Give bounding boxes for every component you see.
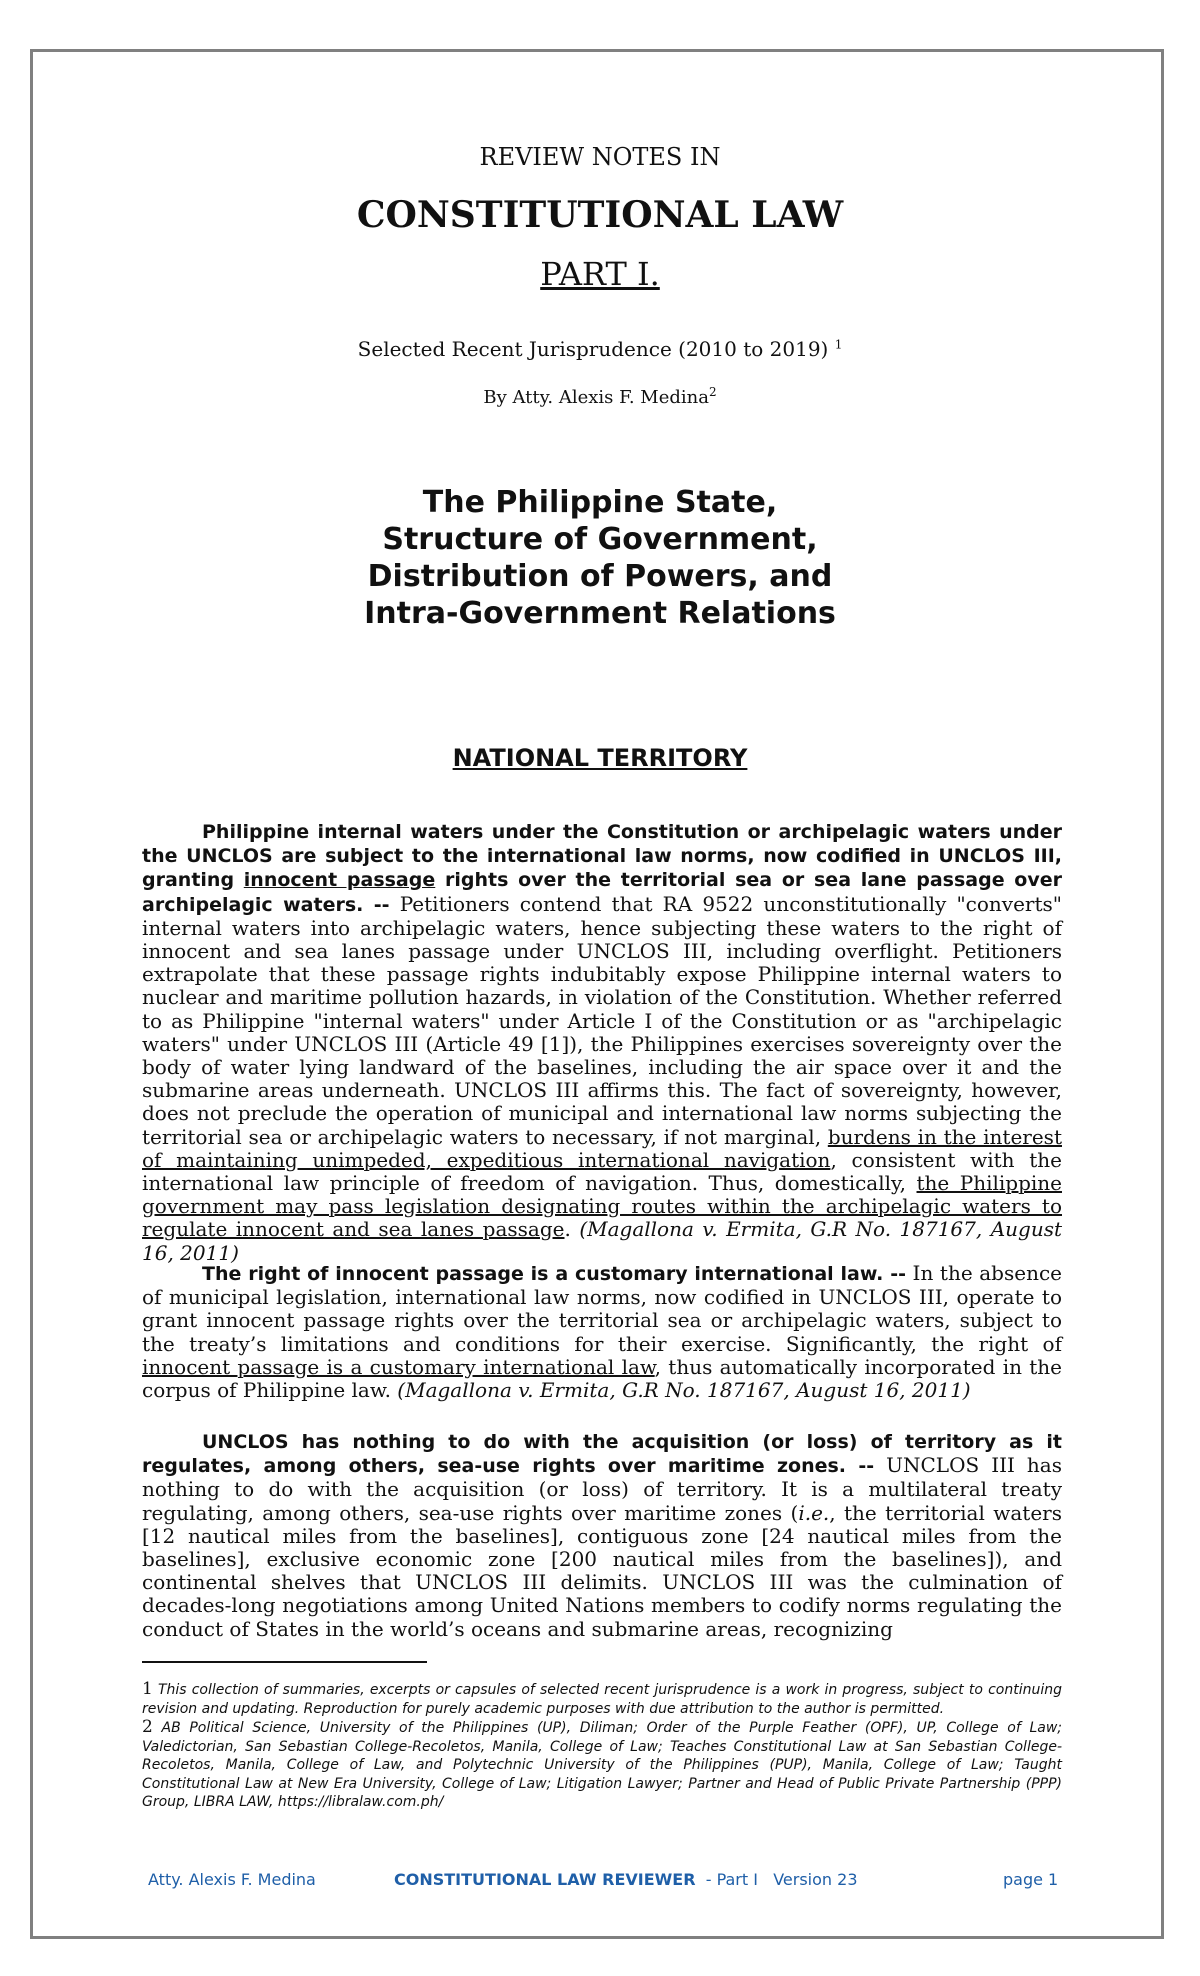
p1-citation: (Magallona v. Ermita, G.R No. 187167, August 16, 2011) [142, 1217, 1063, 1265]
p2-text-a: In the absence of municipal legislation, international law norms, now codified in UNCLOS III, operate to grant innocent passage rights over the territorial sea or archipelagic waters, subject to the treaty’s limitations and conditions for their exercise. Significantly, the right of [142, 1261, 1062, 1356]
footnote-1 [142, 1680, 1062, 1718]
section-title: NATIONAL TERRITORY [452, 744, 748, 772]
document-title: CONSTITUTIONAL LAW [356, 194, 844, 236]
footnote-1-text: This collection of summaries, excerpts or capsules of selected recent jurisprudence is a work in progress, subject to continuing revision and updating. Reproduction for purely academic purposes with due attribution to the author is permitted. [142, 1682, 1062, 1717]
subtitle-line-4: Intra-Government Relations [364, 596, 836, 631]
p1-text-a: Petitioners contend that RA 9522 unconstitutionally "converts" internal waters into archipelagic waters, hence subjecting these waters to the right of innocent and sea lanes passage under UNCLOS III, including overflight. Petitioners extrapolate that these passage rights indubitably expose Philippine internal waters to nuclear and maritime pollution hazards, in violation of the Constitution. Whether referred to as Philippine "internal waters" under Article I of the Constitution or as "archipelagic waters" under UNCLOS III (Article 49 [1]), the Philippines exercises sovereignty over the body of water lying landward of the baselines, including the air space over it and the submarine areas underneath. UNCLOS III affirms this. The fact of sovereignty, however, does not preclude the operation of municipal and international law norms subjecting the territorial sea or archipelagic waters to necessary, if not marginal, [142, 891, 1062, 1149]
footer-title: CONSTITUTIONAL LAW REVIEWER [394, 1870, 696, 1889]
subtitle-line-1: The Philippine State, [422, 485, 778, 520]
author-text: By Atty. Alexis F. Medina [483, 387, 709, 408]
footer-version: - Part I Version 23 [695, 1870, 858, 1889]
p3-text-b: , the territorial waters [12 nautical miles from the baselines], contiguous zone [24 nautical miles from the baselines], exclusive economic zone [200 nautical miles from the baselines]), and continental shelves that UNCLOS III delimits. UNCLOS III was the culmination of decades-long negotiations among United Nations members to codify norms regulating the conduct of States in the world’s oceans and submarine areas, recognizing [142, 1500, 1062, 1641]
p1-text-c: . [564, 1217, 580, 1242]
subtitle-line-2: Structure of Government, [382, 522, 818, 557]
p3-lead: UNCLOS has nothing to do with the acquisition (or loss) of territory as it regulates, among others, sea-use rights over maritime zones. -- [142, 1431, 1062, 1478]
paragraph-3 [142, 1430, 1062, 1641]
p1-lead-b: rights over the territorial sea or sea lane passage over archipelagic waters. -- [142, 869, 1063, 916]
footnote-2-number: 2 [142, 1717, 153, 1737]
subtitle-block [0, 484, 1200, 632]
p1-underline-2: the Philippine government may pass legislation designating routes within the archipelagic waters to regulate innocent and sea lanes passage [142, 1171, 1062, 1242]
p2-text-b: , thus automatically incorporated in the corpus of Philippine law. [142, 1354, 1062, 1403]
p1-lead-underlined: innocent passage [243, 869, 436, 892]
p1-text-b: , consistent with the international law principle of freedom of navigation. Thus, domestically, [142, 1147, 1062, 1196]
footnote-ref-2: 2 [708, 385, 717, 399]
footnote-2-text: AB Political Science, University of the Philippines (UP), Diliman; Order of the Purple Feather (OPF), UP, College of Law; Valedictorian, San Sebastian College-Recoletos, Manila, College of Law; Teaches Constitutional Law at San Sebastian College-Recoletos, Manila, College of Law, and Polytechnic University of the Philippines (PUP), Manila, College of Law; Taught Constitutional Law at New Era University, College of Law; Litigation Lawyer; Partner and Head of Public Private Partnership (PPP) Group, LIBRA LAW, https://libralaw.com.ph/ [142, 1720, 1062, 1810]
p3-text-a: UNCLOS III has nothing to do with the acquisition (or loss) of territory. It is a multilateral treaty regulating, among others, sea-use rights over maritime zones ( [142, 1453, 1062, 1525]
paragraph-2 [142, 1262, 1062, 1402]
footer-title-block [394, 1870, 858, 1889]
footnote-1-number: 1 [142, 1679, 153, 1699]
paragraph-1 [142, 820, 1062, 1265]
selected-text: Selected Recent Jurisprudence (2010 to 2019) [357, 337, 829, 361]
footnote-ref-1: 1 [834, 337, 843, 352]
p2-citation: (Magallona v. Ermita, G.R No. 187167, August 16, 2011) [397, 1378, 971, 1403]
p2-lead: The right of innocent passage is a customary international law. -- [202, 1263, 906, 1285]
footnote-separator [142, 1661, 427, 1663]
subtitle-line-3: Distribution of Powers, and [367, 559, 833, 594]
footer-page-number: page 1 [1003, 1870, 1059, 1889]
selected-jurisprudence-line [0, 337, 1200, 361]
header-review-line: REVIEW NOTES IN [479, 143, 721, 171]
p1-underline-1: burdens in the interest of maintaining unimpeded, expeditious international navigation [142, 1124, 1062, 1172]
part-heading: PART I. [540, 255, 660, 293]
p2-underline-1: innocent passage is a customary international law [142, 1354, 655, 1379]
p3-ie: i.e. [798, 1500, 830, 1525]
p1-lead-a: Philippine internal waters under the Constitution or archipelagic waters under the UNCLOS are subject to the international law norms, now codified in UNCLOS III, granting [142, 821, 1062, 892]
footnote-2 [142, 1718, 1062, 1812]
footer-author: Atty. Alexis F. Medina [148, 1870, 316, 1889]
author-line [0, 385, 1200, 408]
